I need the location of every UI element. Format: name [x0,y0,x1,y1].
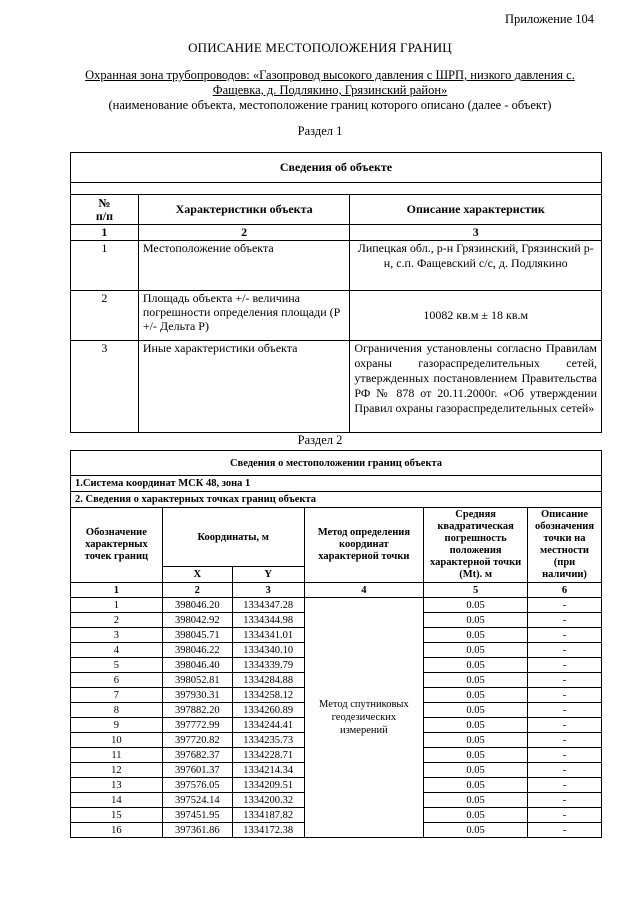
coord-y: 1334340.10 [232,643,304,658]
point-number: 4 [71,643,163,658]
object-info-title: Сведения об объекте [71,153,602,183]
point-number: 15 [71,808,163,823]
col-number: 3 [350,225,602,241]
header-coords: Координаты, м [162,508,304,567]
col-number: 2 [162,583,232,598]
point-description: - [528,748,602,763]
point-description: - [528,733,602,748]
header-point: Обозначение характерных точек границ [71,508,163,583]
header-characteristics: Характеристики объекта [138,195,350,225]
coord-x: 397451.95 [162,808,232,823]
table-row [71,598,602,613]
method-cell: Метод спутниковых геодезических измерений [304,598,424,838]
col-number: 6 [528,583,602,598]
object-name-line-2: Фащевка, д. Подлякино, Грязинский район» [212,83,448,97]
point-error: 0.05 [424,793,528,808]
appendix-label: Приложение 104 [505,12,594,26]
point-description: - [528,613,602,628]
point-error: 0.05 [424,673,528,688]
coord-x: 397601.37 [162,763,232,778]
coord-x: 398046.40 [162,658,232,673]
col-number: 2 [138,225,350,241]
coord-x: 397361.86 [162,823,232,838]
coord-y: 1334344.98 [232,613,304,628]
coord-y: 1334284.88 [232,673,304,688]
header-method: Метод определения координат характерной точки [304,508,424,583]
point-description: - [528,808,602,823]
coord-x: 397720.82 [162,733,232,748]
point-description: - [528,598,602,613]
point-error: 0.05 [424,703,528,718]
header-error: Средняя квадратическая погрешность положения характерной точки (Mt). м [424,508,528,583]
coord-y: 1334244.41 [232,718,304,733]
coord-x: 397524.14 [162,793,232,808]
point-error: 0.05 [424,823,528,838]
header-number [71,195,139,225]
row-number: 2 [71,291,139,341]
point-error: 0.05 [424,778,528,793]
point-number: 14 [71,793,163,808]
coordinate-system: 1.Система координат МСК 48, зона 1 [71,476,602,492]
boundary-table-title: Сведения о местоположении границ объекта [71,451,602,476]
col-number: 3 [232,583,304,598]
coord-y: 1334209.51 [232,778,304,793]
coord-y: 1334347.28 [232,598,304,613]
col-number: 5 [424,583,528,598]
coord-y: 1334339.79 [232,658,304,673]
object-caption: (наименование объекта, местоположение границ которого описано (далее - объект) [108,98,552,112]
boundary-points-table [70,450,602,838]
row-characteristic: Площадь объекта +/- величина погрешности определения площади (Р +/- Дельта Р) [138,291,350,341]
point-number: 5 [71,658,163,673]
coord-y: 1334172.38 [232,823,304,838]
point-error: 0.05 [424,733,528,748]
coord-x: 398045.71 [162,628,232,643]
point-error: 0.05 [424,748,528,763]
row-number: 3 [71,341,139,433]
point-number: 8 [71,703,163,718]
row-description: 10082 кв.м ± 18 кв.м [350,291,602,341]
row-description: Ограничения установлены согласно Правилам охраны газораспределительных сетей, утвержденных постановлением Правительства РФ № 878 от 20.11.2000г. «Об утверждении Правил охраны газораспределительных сетей» [350,341,602,433]
point-error: 0.05 [424,643,528,658]
point-error: 0.05 [424,718,528,733]
header-number-text: № п/п [95,195,113,223]
coord-x: 398042.92 [162,613,232,628]
coord-y: 1334228.71 [232,748,304,763]
point-description: - [528,793,602,808]
point-number: 2 [71,613,163,628]
point-error: 0.05 [424,613,528,628]
header-description: Описание характеристик [350,195,602,225]
coord-x: 397930.31 [162,688,232,703]
section-2-heading: Раздел 2 [297,433,343,447]
point-error: 0.05 [424,628,528,643]
point-description: - [528,673,602,688]
point-number: 1 [71,598,163,613]
row-description: Липецкая обл., р-н Грязинский, Грязинский р-н, с.п. Фащевский с/с, д. Подлякино [350,241,602,291]
coord-x: 397576.05 [162,778,232,793]
point-description: - [528,778,602,793]
point-number: 16 [71,823,163,838]
point-description: - [528,718,602,733]
point-error: 0.05 [424,658,528,673]
coord-y: 1334214.34 [232,763,304,778]
coord-y: 1334258.12 [232,688,304,703]
point-number: 3 [71,628,163,643]
point-error: 0.05 [424,598,528,613]
col-number: 1 [71,583,163,598]
point-error: 0.05 [424,763,528,778]
point-number: 11 [71,748,163,763]
spacer-row [71,183,602,195]
point-number: 12 [71,763,163,778]
coord-x: 398046.22 [162,643,232,658]
header-description: Описание обозначения точки на местности (при наличии) [528,508,602,583]
point-description: - [528,703,602,718]
coord-x: 397882.20 [162,703,232,718]
row-characteristic: Местоположение объекта [138,241,350,291]
section-1-heading: Раздел 1 [297,124,343,138]
point-description: - [528,643,602,658]
coord-x: 397682.37 [162,748,232,763]
point-number: 13 [71,778,163,793]
point-number: 7 [71,688,163,703]
row-number: 1 [71,241,139,291]
point-number: 6 [71,673,163,688]
coord-x: 398046.20 [162,598,232,613]
point-description: - [528,763,602,778]
coord-y: 1334200.32 [232,793,304,808]
point-description: - [528,688,602,703]
object-info-table [70,152,602,433]
point-description: - [528,823,602,838]
coord-y: 1334235.73 [232,733,304,748]
point-error: 0.05 [424,688,528,703]
coord-x: 398052.81 [162,673,232,688]
point-number: 10 [71,733,163,748]
points-info-title: 2. Сведения о характерных точках границ объекта [71,492,602,508]
coord-y: 1334187.82 [232,808,304,823]
coord-y: 1334260.89 [232,703,304,718]
object-name-line-1: Охранная зона трубопроводов: «Газопровод высокого давления с ШРП, низкого давления с. [85,68,575,82]
document-title: ОПИСАНИЕ МЕСТОПОЛОЖЕНИЯ ГРАНИЦ [188,40,452,55]
header-x: X [162,567,232,583]
col-number: 1 [71,225,139,241]
coord-x: 397772.99 [162,718,232,733]
coord-y: 1334341.01 [232,628,304,643]
point-error: 0.05 [424,808,528,823]
point-number: 9 [71,718,163,733]
point-description: - [528,658,602,673]
col-number: 4 [304,583,424,598]
point-description: - [528,628,602,643]
header-y: Y [232,567,304,583]
row-characteristic: Иные характеристики объекта [138,341,350,433]
